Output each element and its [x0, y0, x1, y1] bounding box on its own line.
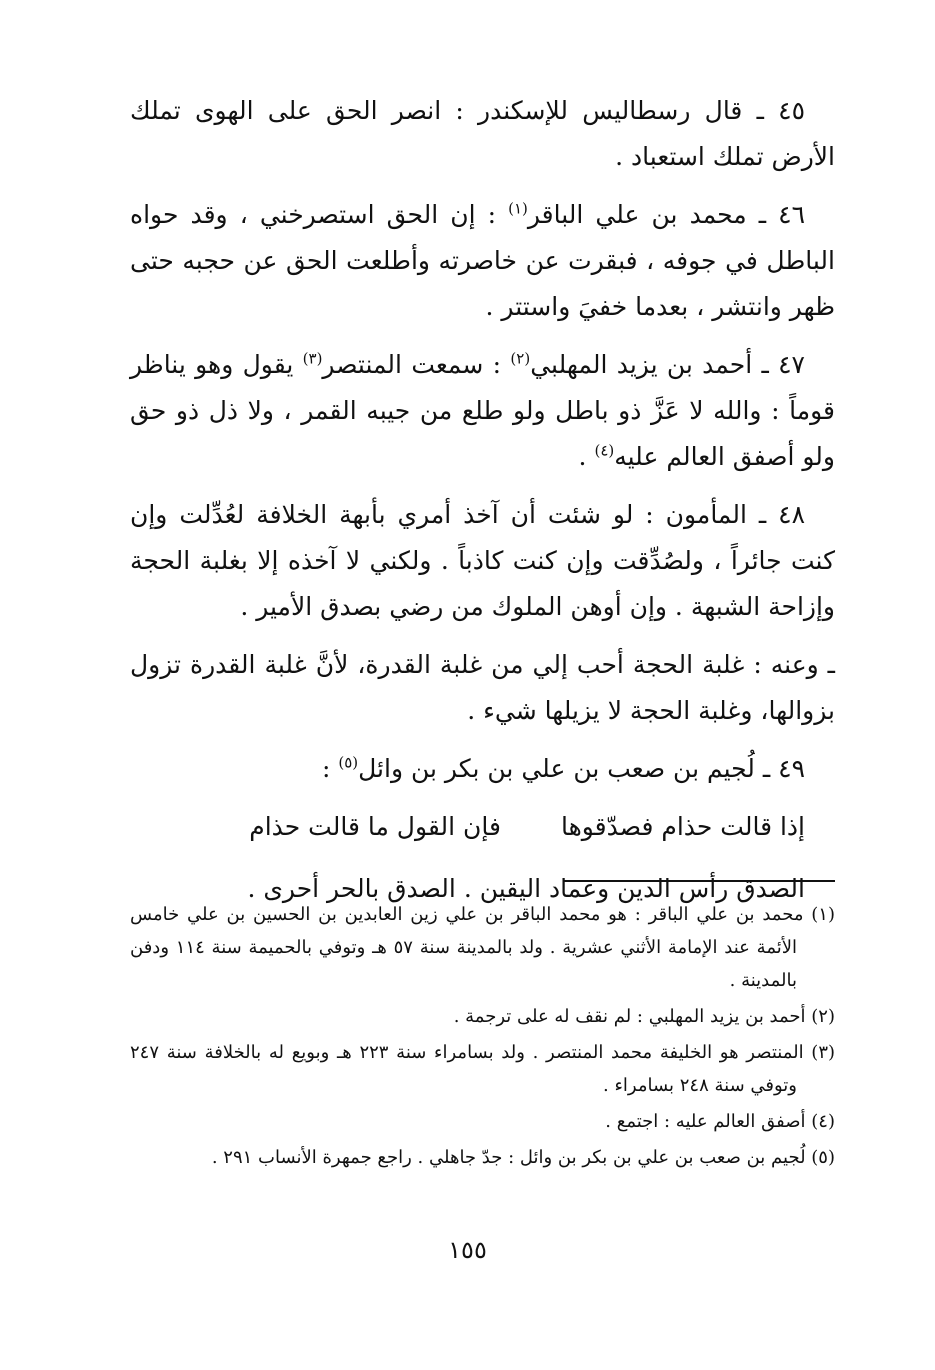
verse-first-hemistich: إذا قالت حذام فصدّقوها — [560, 812, 805, 841]
page-number: ١٥٥ — [448, 1236, 487, 1264]
paragraph-47-text-b: : سمعت المنتصر — [322, 350, 511, 379]
paragraph-46 — [130, 192, 835, 330]
paragraph-45-text: ٤٥ ـ قال رسطاليس للإسكندر : انصر الحق على الهوى تملك الأرض تملك استعباد . — [130, 96, 835, 171]
footnote-ref-4[interactable]: (٤) — [594, 441, 615, 460]
paragraph-49-text-a: ٤٩ ـ لُجيم بن صعب بن علي بن بكر بن وائل — [358, 754, 805, 783]
paragraph-47 — [130, 342, 835, 480]
paragraph-45 — [130, 88, 835, 180]
paragraph-46-text-b: : إن الحق استصرخني ، وقد حواه الباطل في جوفه ، فبقرت عن خاصرته وأطلعت الحق عن حجبه حتى ظهر وانتشر ، بعدما خفيَ واستتر . — [130, 200, 835, 321]
verse-second-hemistich: فإن القول ما قالت حذام — [249, 812, 501, 841]
closing-line-text: الصدق رأس الدين وعماد اليقين . الصدق بالحر أحرى . — [247, 874, 805, 903]
footnote-ref-3[interactable]: (٣) — [302, 349, 323, 368]
paragraph-48-text: ٤٨ ـ المأمون : لو شئت أن آخذ أمري بأبهة الخلافة لعُدِّلت وإن كنت جائراً ، ولصُدِّقت وإن كنت كاذباً . ولكني لا آخذه إلا بغلبة الحجة وإزاحة الشبهة . وإن أوهن الملوك من رضي بصدق الأمير . — [130, 500, 835, 621]
footnote-4: (٤) أصفق العالم عليه : اجتمع . — [605, 1111, 835, 1132]
paragraph-48-continuation — [130, 642, 835, 734]
footnote-ref-5[interactable]: (٥) — [338, 753, 359, 772]
footnote-ref-1[interactable]: (١) — [508, 199, 528, 218]
paragraph-47-text-d: . — [578, 442, 595, 471]
footnotes — [130, 898, 835, 1177]
paragraph-47-text-c: يقول وهو يناظر قوماً : والله لا عَزَّ ذو باطل ولو طلع من جيبه القمر ، ولا ذل ذو حق ولو أصفق العالم عليه — [130, 350, 835, 471]
paragraph-46-text-a: ٤٦ ـ محمد بن علي الباقر — [527, 200, 805, 229]
paragraph-48 — [130, 492, 835, 630]
footnote-2: (٢) أحمد بن يزيد المهلبي : لم نقف له على ترجمة . — [453, 1006, 835, 1027]
footnote-1: (١) محمد بن علي الباقر : هو محمد الباقر بن علي زين العابدين بن الحسين بن علي خامس الأئمة عند الإمامة الأثني عشرية . ولد بالمدينة سنة ٥٧ هـ وتوفي بالحميمة سنة ١١٤ ودفن بالمدينة . — [130, 904, 835, 991]
footnote-ref-2[interactable]: (٢) — [510, 349, 531, 368]
paragraph-48-continuation-text: ـ وعنه : غلبة الحجة أحب إلي من غلبة القدرة، لأنَّ غلبة القدرة تزول بزوالها، وغلبة الحجة لا يزيلها شيء . — [130, 650, 835, 725]
paragraph-47-text-a: ٤٧ ـ أحمد بن يزيد المهلبي — [530, 350, 805, 379]
poetry-verse — [130, 804, 835, 850]
footnote-5: (٥) لُجيم بن صعب بن علي بن بكر بن وائل : جدّ جاهلي . راجع جمهرة الأنساب ٢٩١ . — [211, 1147, 835, 1168]
paragraph-49 — [130, 746, 835, 792]
main-text — [130, 88, 835, 924]
paragraph-49-text-b: : — [321, 754, 339, 783]
footnote-3: (٣) المنتصر هو الخليفة محمد المنتصر . ولد بسامراء سنة ٢٢٣ هـ وبويع له بالخلافة سنة ٢٤٧ وتوفي سنة ٢٤٨ بسامراء . — [130, 1042, 836, 1096]
footnote-divider — [563, 880, 835, 882]
